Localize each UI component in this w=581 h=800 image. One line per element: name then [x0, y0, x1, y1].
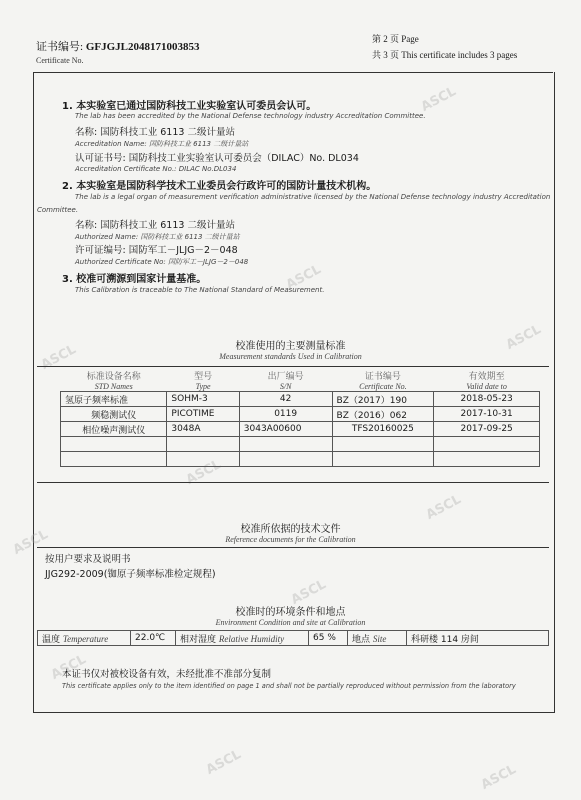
footer-note: [62, 666, 271, 680]
watermark-ascl: ASCL: [288, 577, 329, 608]
col-sn-en: S/N: [279, 382, 292, 391]
reference-title-english: Reference documents for the Calibration: [225, 535, 356, 544]
cert-no-value: GFJGJL2048171003853: [85, 41, 200, 53]
item-1-name-label: 名称:: [75, 127, 98, 138]
cell-type: SOHM-3: [167, 392, 239, 407]
item-1-cert: [75, 150, 359, 164]
col-header-name: [61, 369, 167, 392]
col-type-cn: 型号: [194, 372, 213, 382]
item-1-name-english: Accreditation Name: 国防科技工业 6113 二级计量站: [75, 140, 249, 148]
environment-title-english: Environment Condition and site at Calibration: [215, 618, 366, 627]
site-label-en: Site: [372, 633, 387, 644]
reference-line-1: 按用户要求及说明书: [45, 554, 131, 565]
col-valid-en: Valid date to: [466, 382, 507, 391]
col-type-en: Type: [195, 382, 211, 391]
environment-title: 校准时的环境条件和地点: [235, 607, 346, 618]
page-count: 共 3 页 This certificate includes 3 pages: [372, 50, 518, 60]
item-1-cert-label: 认可证书号:: [75, 153, 126, 164]
cell-type: PICOTIME: [167, 407, 239, 422]
watermark-ascl: ASCL: [478, 762, 519, 793]
watermark-ascl: ASCL: [10, 527, 51, 558]
table-row-empty: [61, 452, 540, 467]
item-3-number: 3.: [62, 274, 73, 285]
item-3: [62, 270, 206, 285]
col-header-cert: [332, 369, 434, 392]
item-2-english-cont: Committee.: [37, 206, 79, 214]
cell-valid: 2017-10-31: [434, 407, 540, 422]
cell-cert: TFS20160025: [332, 422, 434, 437]
temperature-label: [38, 631, 131, 646]
item-2-number: 2.: [62, 181, 73, 192]
cell-valid: 2017-09-25: [434, 422, 540, 437]
item-1-number: 1.: [62, 101, 73, 112]
watermark-ascl: ASCL: [38, 342, 79, 373]
reference-line-2: JJG292-2009(铷原子频率标准检定规程): [45, 569, 216, 580]
item-3-text: 校准可溯源到国家计量基准。: [76, 274, 207, 285]
temp-label-en: Temperature: [62, 633, 109, 644]
watermark-ascl: ASCL: [283, 262, 324, 293]
item-1-name: [75, 124, 235, 138]
standards-title: 校准使用的主要测量标准: [235, 341, 346, 352]
item-1-english: The lab has been accredited by the National Defense technology industry Accreditation Committee.: [75, 112, 426, 120]
watermark-ascl: ASCL: [423, 492, 464, 523]
item-2-name-label: 名称:: [75, 220, 98, 231]
standards-top-rule: [37, 366, 549, 367]
page-number: 第 2 页 Page: [372, 34, 419, 44]
site-label: [348, 631, 407, 646]
humidity-value: 65 %: [309, 631, 348, 646]
site-label-cn: 地点: [352, 634, 371, 645]
item-1-cert-value: 国防科技工业实验室认可委员会（DILAC）No. DL034: [128, 153, 359, 164]
col-cert-cn: 证书编号: [364, 372, 401, 382]
item-2-name: [75, 217, 235, 231]
cell-std-name: 相位噪声测试仪: [61, 422, 167, 437]
cell-type: 3048A: [167, 422, 239, 437]
item-3-english: This Calibration is traceable to The National Standard of Measurement.: [75, 286, 325, 294]
hum-label-en: Relative Humidity: [218, 633, 285, 644]
watermark-ascl: ASCL: [418, 84, 459, 115]
col-header-valid: [434, 369, 540, 392]
cert-no-english: Certificate No.: [36, 56, 84, 65]
table-row-empty: [61, 437, 540, 452]
temp-label-cn: 温度: [42, 634, 61, 645]
item-2-license-value: 国防军工－JLJG－2－048: [128, 245, 238, 256]
cell-std-name: 频稳测试仪: [61, 407, 167, 422]
standards-bottom-rule: [37, 482, 549, 483]
col-header-type: [167, 369, 239, 392]
item-2-text: 本实验室是国防科学技术工业委员会行政许可的国防计量技术机构。: [76, 181, 377, 192]
table-row: [61, 392, 540, 407]
item-2-license-label: 许可证编号:: [75, 245, 126, 256]
col-valid-cn: 有效期至: [468, 372, 505, 382]
item-1: [62, 97, 316, 112]
cell-sn: 0119: [239, 407, 332, 422]
cell-std-name: 氢原子频率标准: [61, 392, 167, 407]
cell-valid: 2018-05-23: [434, 392, 540, 407]
environment-table: [37, 630, 549, 646]
item-1-name-value: 国防科技工业 6113 二级计量站: [100, 127, 235, 138]
certificate-number: [36, 38, 199, 54]
site-value: 科研楼 114 房间: [407, 631, 549, 646]
watermark-ascl: ASCL: [503, 322, 544, 353]
item-2-license-english: Authorized Certificate No: 国防军工－JLJG－2－048: [75, 258, 249, 266]
col-cert-en: Certificate No.: [359, 382, 407, 391]
watermark-ascl: ASCL: [48, 652, 89, 683]
hum-label-cn: 相对湿度: [180, 634, 217, 645]
table-row: [61, 422, 540, 437]
humidity-label: [176, 631, 309, 646]
col-name-en: STD Names: [94, 382, 133, 391]
standards-title-english: Measurement standards Used in Calibration: [219, 352, 362, 361]
item-2: [62, 177, 376, 192]
item-2-english: The lab is a legal organ of measurement verification administrative licensed by the National Defense technology industry Accreditation: [75, 193, 551, 201]
table-row: [61, 407, 540, 422]
footer-note-cn: 本证书仅对被校设备有效，未经批准不准部分复制: [62, 669, 272, 680]
item-2-name-english: Authorized Name: 国防科技工业 6113 二级计量站: [75, 233, 240, 241]
col-header-sn: [239, 369, 332, 392]
cell-sn: 42: [239, 392, 332, 407]
watermark-ascl: ASCL: [183, 457, 224, 488]
footer-note-english: This certificate applies only to the item identified on page 1 and shall not be partially reproduced without permission from the laboratory: [62, 682, 516, 690]
col-sn-cn: 出厂编号: [267, 372, 304, 382]
cell-cert: BZ（2017）190: [332, 392, 434, 407]
watermark-ascl: ASCL: [203, 747, 244, 778]
reference-rule: [37, 547, 549, 548]
cell-sn: 3043A00600: [239, 422, 332, 437]
item-2-license: [75, 242, 238, 256]
standards-table: [60, 369, 540, 467]
cell-cert: BZ（2016）062: [332, 407, 434, 422]
cert-no-label: 证书编号:: [36, 41, 84, 53]
col-name-cn: 标准设备名称: [86, 372, 141, 382]
temperature-value: 22.0℃: [131, 631, 176, 646]
item-2-name-value: 国防科技工业 6113 二级计量站: [100, 220, 235, 231]
item-1-text: 本实验室已通过国防科技工业实验室认可委员会认可。: [76, 101, 317, 112]
item-1-cert-english: Accreditation Certificate No.: DILAC No.DL034: [75, 165, 237, 173]
reference-title: 校准所依据的技术文件: [240, 524, 341, 535]
